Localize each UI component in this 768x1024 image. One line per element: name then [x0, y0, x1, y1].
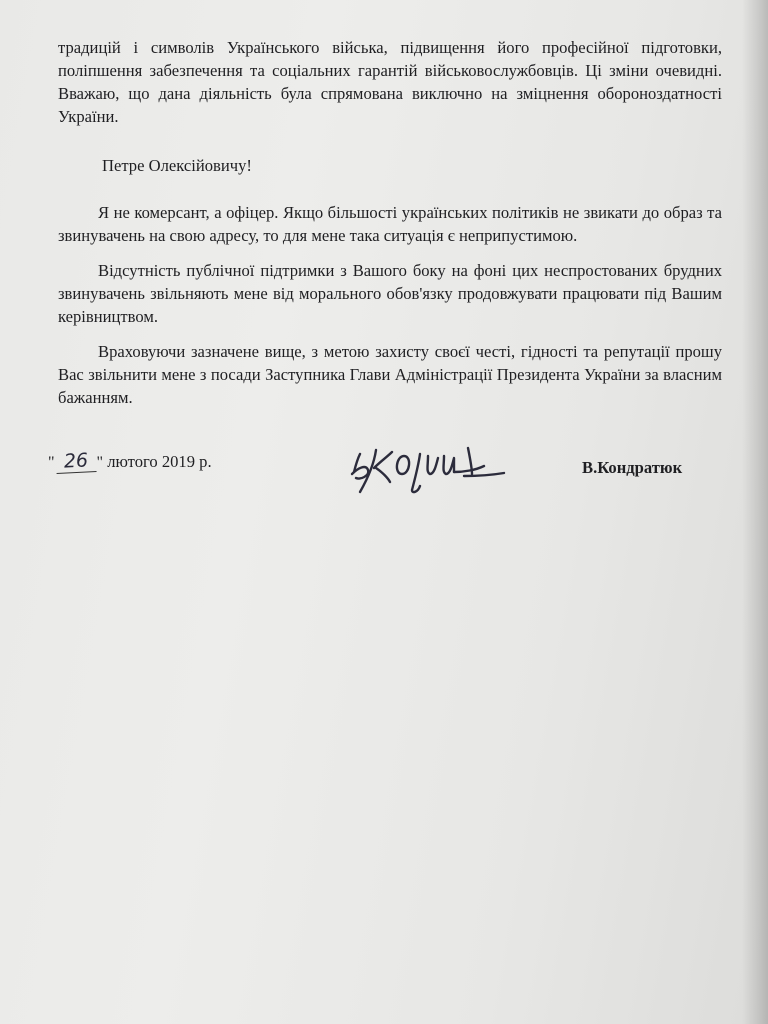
page-edge-shadow — [742, 0, 768, 1024]
date-line — [48, 450, 212, 473]
paragraph-support: Відсутність публічної підтримки з Вашого боку на фоні цих неспростованих брудних звинувачень звільняють мене від морального обов'язку продовжувати працювати під Вашим керівництвом. — [58, 261, 722, 326]
handwritten-day: 26 — [55, 449, 96, 474]
greeting: Петре Олексійовичу! — [102, 156, 252, 175]
signatory-name: В.Кондратюк — [582, 458, 683, 477]
date-open-quote: " — [48, 454, 55, 471]
handwritten-signature — [346, 428, 508, 498]
date-close-quote: " — [96, 454, 104, 471]
date-month-year: лютого 2019 р. — [103, 452, 212, 471]
paragraph-continuation: традицій і символів Українського війська, підвищення його професійної підготовки, поліпшення забезпечення та соціальних гарантій військовослужбовців. Ці зміни очевидні. Вважаю, що дана діяльність була спрямована виключно на зміцнення обороноздатності України. — [58, 38, 722, 126]
paragraph-officer: Я не комерсант, а офіцер. Якщо більшості українських політиків не звикати до образ та звинувачень на свою адресу, то для мене така ситуація є неприпустимою. — [58, 203, 722, 245]
paragraph-request: Враховуючи зазначене вище, з метою захисту своєї честі, гідності та репутації прошу Вас звільнити мене з посади Заступника Глави Адміністрації Президента України за власним бажанням. — [58, 342, 722, 407]
letter-body — [58, 36, 722, 409]
